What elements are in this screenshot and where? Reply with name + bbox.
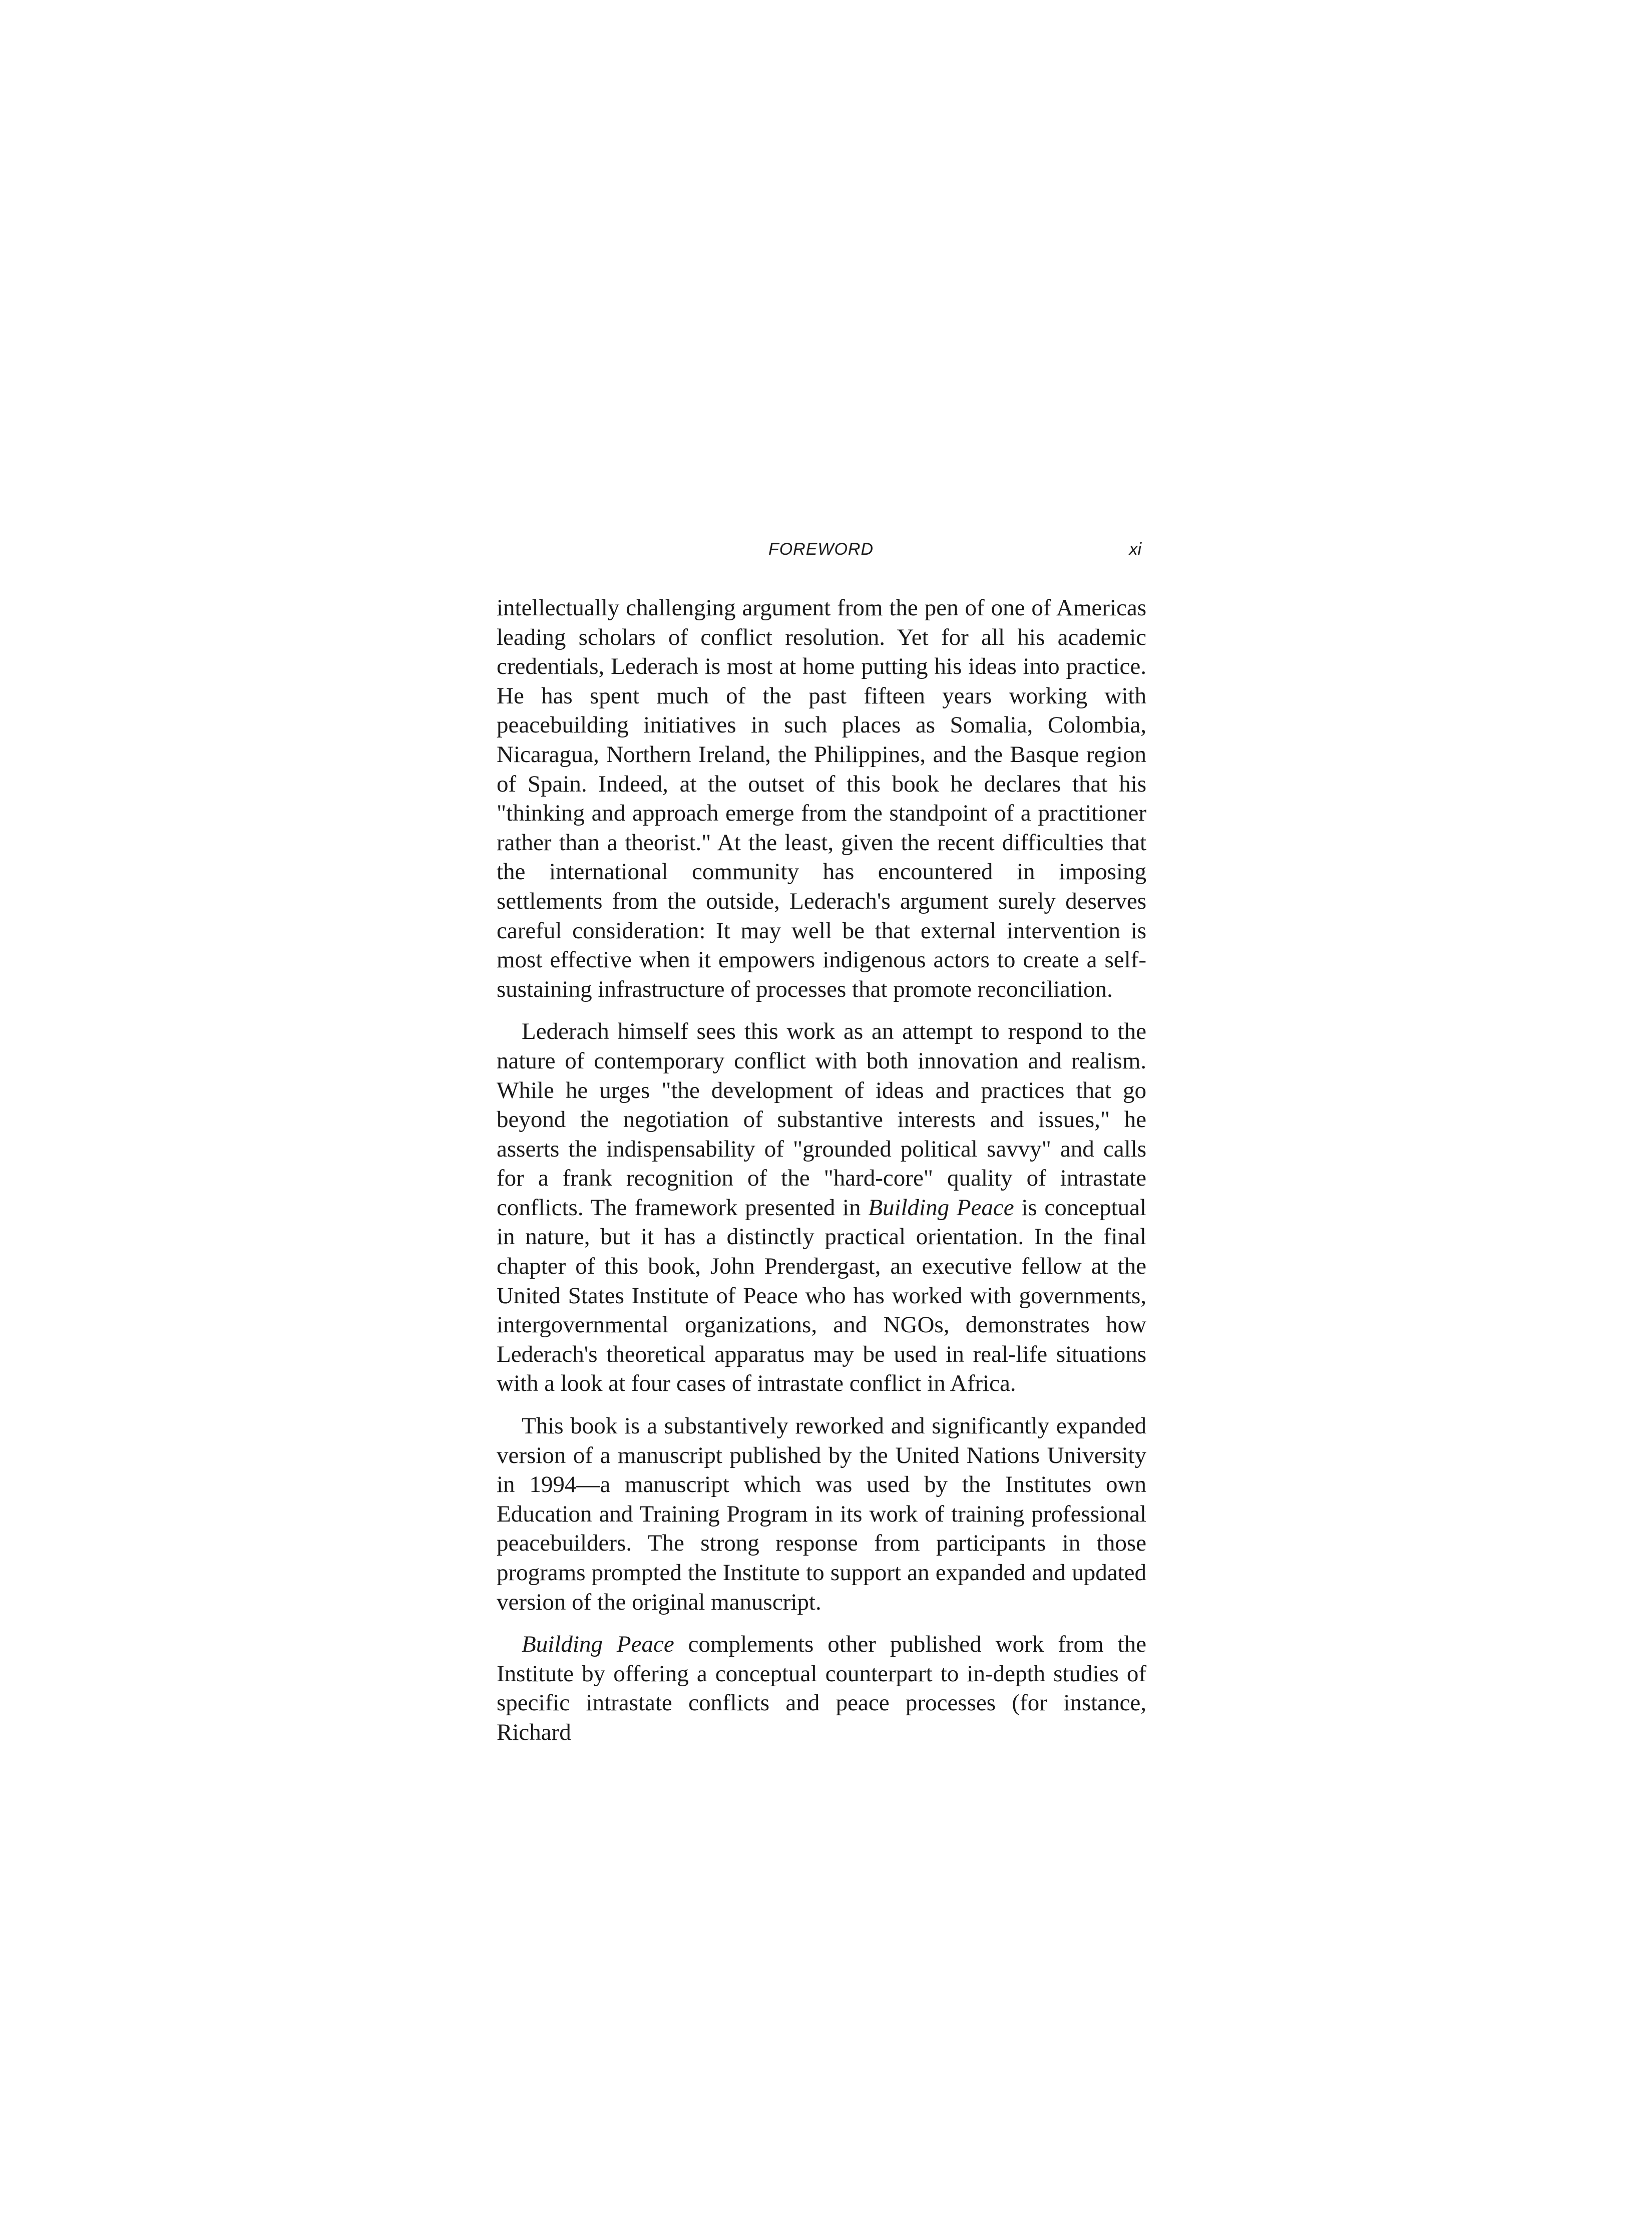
paragraph-1 [497, 593, 1146, 1004]
paragraph-4 [497, 1630, 1146, 1747]
body-text [497, 593, 1146, 1747]
paragraph-text: is conceptual in nature, but it has a distinctly practical orientation. In the final chapter of this book, John Prendergast, an executive fellow at the United States Institute of Peace who has worked with governments, intergovernmental organizations, and NGOs, demonstrates how Lederach's theoretical apparatus may be used in real-life situations with a look at four cases of intrastate conflict in Africa. [497, 1194, 1146, 1397]
running-head [496, 537, 1146, 562]
paragraph-text: Lederach himself sees this work as an attempt to respond to the nature of contemporary conflict with both innovation and realism. While he urges "the development of ideas and practices that go beyond the negotiation of substantive interests and issues," he asserts the indispensability of "grounded political savvy" and calls for a frank recognition of the "hard-core" quality of intrastate conflicts. The framework presented in [497, 1018, 1146, 1221]
paragraph-2 [497, 1017, 1146, 1398]
running-title: FOREWORD [768, 540, 874, 559]
page-number: xi [1129, 540, 1141, 559]
book-title-italic: Building Peace [522, 1631, 674, 1658]
paragraph-3 [497, 1411, 1146, 1617]
paragraph-text: This book is a substantively reworked and significantly expanded version of a manuscript published by the United Nations University in 1994—a manuscript which was used by the Institutes own Education and Training Program in its work of training professional peacebuilders. The strong response from participants in those programs prompted the Institute to support an expanded and updated version of the original manuscript. [497, 1413, 1146, 1615]
book-title-italic: Building Peace [868, 1194, 1014, 1221]
paragraph-text: complements other published work from the Institute by offering a conceptual counterpart to in-depth studies of specific intrastate conflicts and peace processes (for instance, Richard [497, 1631, 1146, 1745]
paragraph-text: intellectually challenging argument from the pen of one of Americas leading scholars of conflict resolution. Yet for all his academic credentials, Lederach is most at home putting his ideas into practice. He has spent much of the past fifteen years working with peacebuilding initiatives in such places as Somalia, Colombia, Nicaragua, Northern Ireland, the Philippines, and the Basque region of Spain. Indeed, at the outset of this book he declares that his "thinking and approach emerge from the standpoint of a practitioner rather than a theorist." At the least, given the recent difficulties that the international community has encountered in imposing settlements from the outside, Lederach's argument surely deserves careful consideration: It may well be that external intervention is most effective when it empowers indigenous actors to create a self-sustaining infrastructure of processes that promote reconciliation. [497, 595, 1146, 1002]
